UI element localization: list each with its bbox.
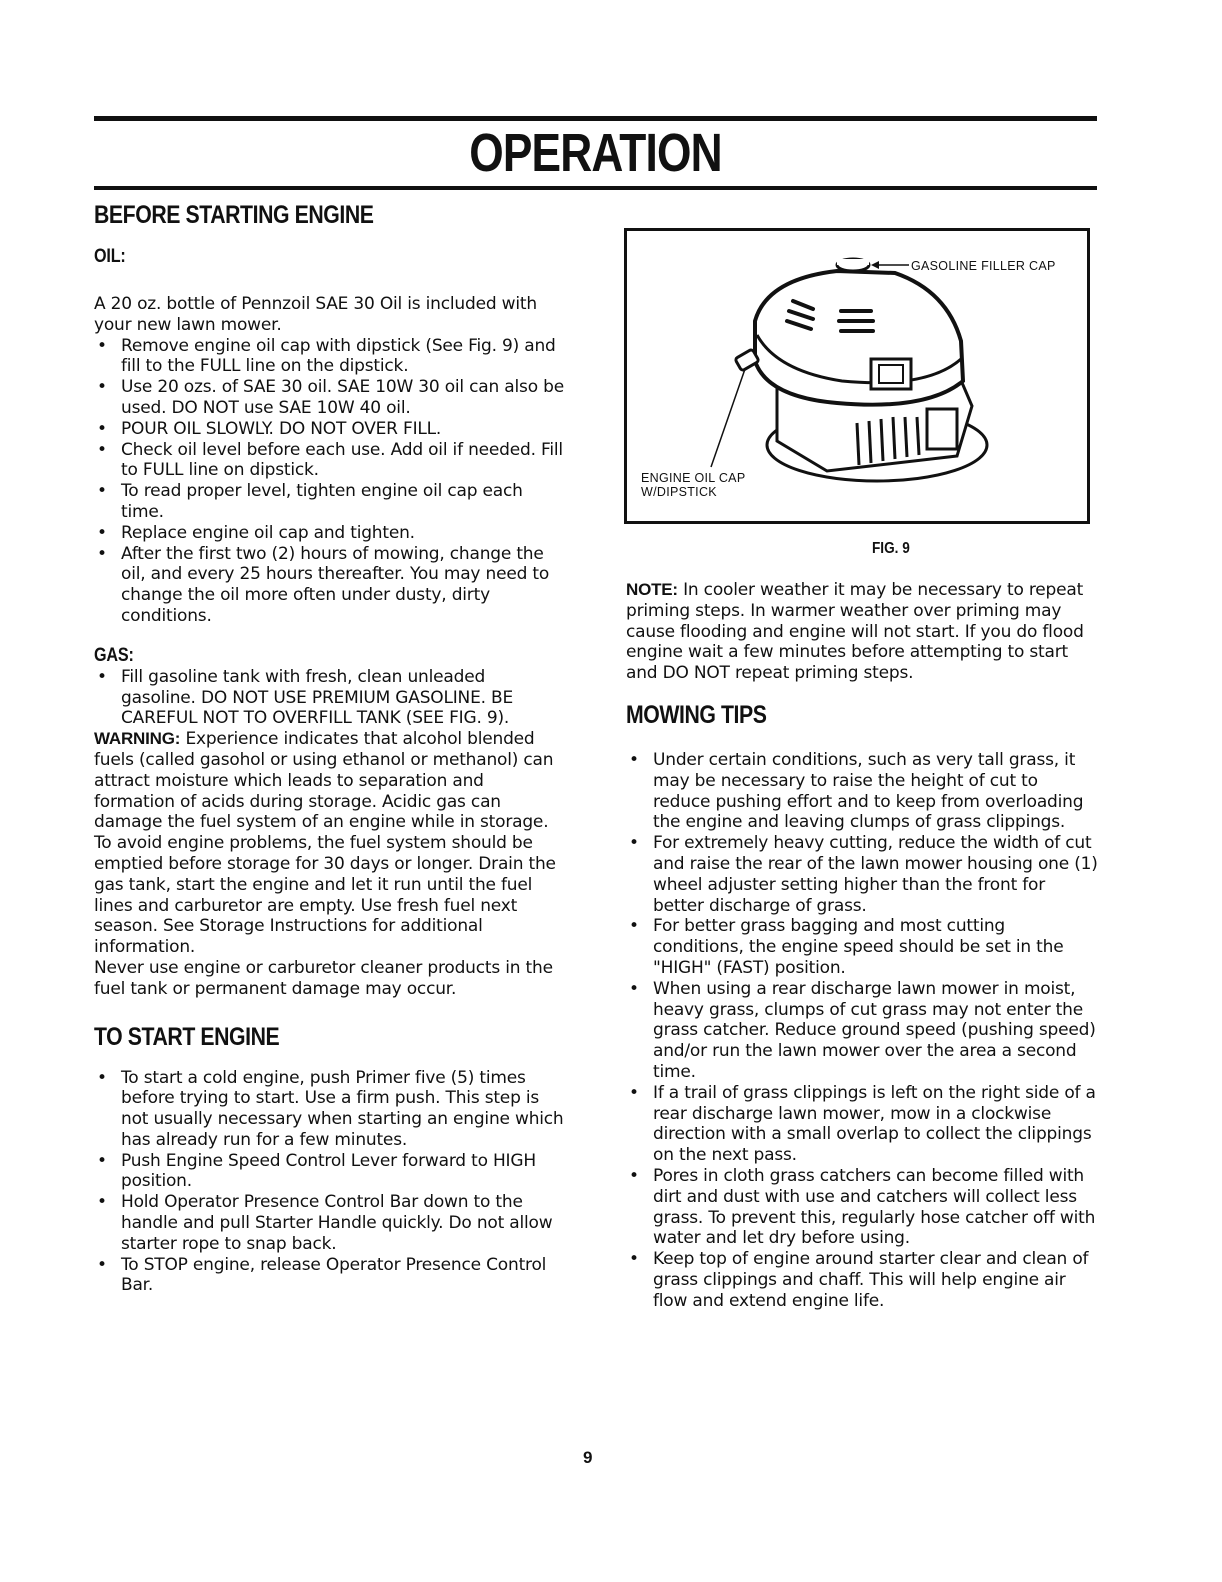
mowing-tip-item: • When using a rear discharge lawn mower in moist, heavy grass, clumps of cut grass may not enter the grass catcher. Reduce ground speed (pushing speed) and/or run the lawn mower over the area a second time. bbox=[626, 979, 1098, 1083]
oil-item: • After the first two (2) hours of mowing, change the oil, and every 25 hours thereafter. You may need to change the oil more often under dusty, dirty conditions. bbox=[94, 544, 564, 627]
left-column bbox=[94, 200, 564, 1296]
title-underline-rule bbox=[94, 186, 1097, 190]
never-paragraph: Never use engine or carburetor cleaner products in the fuel tank or permanent damage may occur. bbox=[94, 957, 553, 999]
warning-paragraph bbox=[94, 729, 564, 958]
oil-item: • To read proper level, tighten engine oil cap each time. bbox=[94, 481, 564, 523]
mowing-tip-item: • For extremely heavy cutting, reduce the width of cut and raise the rear of the lawn mower housing one (1) wheel adjuster setting higher than the front for better discharge of grass. bbox=[626, 833, 1098, 916]
to-start-heading: TO START ENGINE bbox=[94, 1022, 280, 1051]
oil-item: • POUR OIL SLOWLY. DO NOT OVER FILL. bbox=[94, 419, 564, 440]
mowing-tip-item: • Under certain conditions, such as very tall grass, it may be necessary to raise the height of cut to reduce pushing effort and to keep from overloading the engine and leaving clumps of grass clippings. bbox=[626, 750, 1098, 833]
gas-list bbox=[94, 667, 564, 729]
page-title: OPERATION bbox=[469, 123, 722, 183]
mowing-tip-item: • If a trail of grass clippings is left on the right side of a rear discharge lawn mower, mow in a clockwise direction with a small overlap to collect the clippings on the next pass. bbox=[626, 1083, 1098, 1166]
gas-item: • Fill gasoline tank with fresh, clean unleaded gasoline. DO NOT USE PREMIUM GASOLINE. BE CAREFUL NOT TO OVERFILL TANK (SEE FIG. 9). bbox=[94, 667, 564, 729]
figure-9-box bbox=[624, 228, 1090, 524]
oil-intro: A 20 oz. bottle of Pennzoil SAE 30 Oil is included with your new lawn mower. bbox=[94, 294, 537, 335]
mowing-tips-heading: MOWING TIPS bbox=[626, 700, 767, 729]
top-rule bbox=[94, 116, 1097, 121]
mowing-tip-item: • Keep top of engine around starter clear and clean of grass clippings and chaff. This will help engine air flow and extend engine life. bbox=[626, 1249, 1098, 1311]
warning-text: Experience indicates that alcohol blended fuels (called gasohol or using ethanol or methanol) can attract moisture which leads to separation and formation of acids during storage. Acidic gas can damage the fuel system of an engine while in storage. To avoid engine problems, the fuel system should be emptied before storage for 30 days or longer. Drain the gas tank, start the engine and let it run until the fuel lines and carburetor are empty. Use fresh fuel next season. See Storage Instructions for additional information. bbox=[94, 729, 556, 958]
right-column bbox=[626, 580, 1098, 1312]
figure-caption: FIG. 9 bbox=[872, 540, 910, 557]
oil-cap-callout-2: W/DIPSTICK bbox=[641, 485, 717, 499]
mowing-tip-item: • For better grass bagging and most cutting conditions, the engine speed should be set in the "HIGH" (FAST) position. bbox=[626, 916, 1098, 978]
oil-cap-callout-1: ENGINE OIL CAP bbox=[641, 471, 746, 485]
mowing-tips-list bbox=[626, 750, 1098, 1312]
oil-item: • Use 20 ozs. of SAE 30 oil. SAE 10W 30 oil can also be used. DO NOT use SAE 10W 40 oil. bbox=[94, 377, 564, 419]
oil-subheading: OIL: bbox=[94, 246, 126, 267]
gas-cap-callout: GASOLINE FILLER CAP bbox=[911, 259, 1056, 273]
before-starting-heading: BEFORE STARTING ENGINE bbox=[94, 201, 374, 229]
oil-item: • Replace engine oil cap and tighten. bbox=[94, 523, 564, 544]
oil-item: • Check oil level before each use. Add oil if needed. Fill to FULL line on dipstick. bbox=[94, 440, 564, 482]
mowing-tip-item: • Pores in cloth grass catchers can become filled with dirt and dust with use and catchers will collect less grass. To prevent this, regularly hose catcher off with water and let dry before using. bbox=[626, 1166, 1098, 1249]
to-start-item: • To STOP engine, release Operator Presence Control Bar. bbox=[94, 1255, 564, 1297]
gas-subheading: GAS: bbox=[94, 644, 134, 666]
to-start-item: • Hold Operator Presence Control Bar down to the handle and pull Starter Handle quickly. Do not allow starter rope to snap back. bbox=[94, 1192, 564, 1254]
note-paragraph bbox=[626, 580, 1098, 684]
page-number: 9 bbox=[583, 1448, 593, 1467]
to-start-item: • To start a cold engine, push Primer five (5) times before trying to start. Use a firm push. This step is not usually necessary when starting an engine which has already run for a few minutes. bbox=[94, 1068, 564, 1151]
to-start-item: • Push Engine Speed Control Lever forward to HIGH position. bbox=[94, 1151, 564, 1193]
to-start-list bbox=[94, 1068, 564, 1297]
note-label: NOTE: bbox=[626, 580, 678, 599]
oil-item: • Remove engine oil cap with dipstick (See Fig. 9) and fill to the FULL line on the dipstick. bbox=[94, 336, 564, 378]
oil-list bbox=[94, 336, 564, 627]
warning-label: WARNING: bbox=[94, 729, 181, 749]
note-text: In cooler weather it may be necessary to repeat priming steps. In warmer weather over priming may cause flooding and engine will not start. If you do flood engine wait a few minutes before attempting to start and DO NOT repeat priming steps. bbox=[626, 580, 1084, 684]
